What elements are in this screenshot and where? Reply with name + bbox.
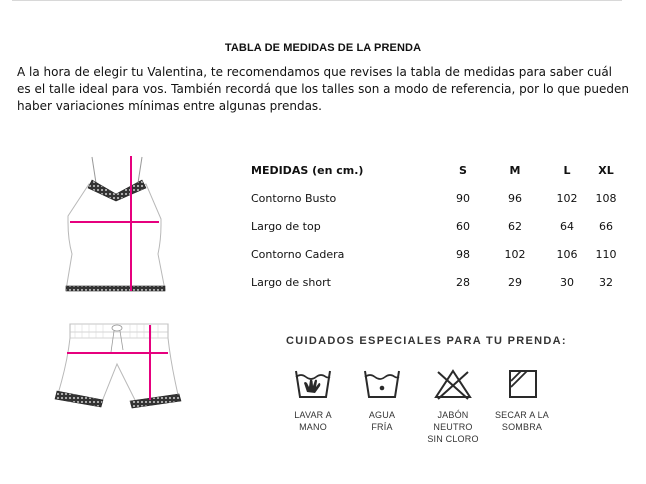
hand-wash-icon [293, 368, 333, 400]
care-title: CUIDADOS ESPECIALES PARA TU PRENDA: [286, 335, 567, 347]
table-row [245, 184, 625, 212]
cell-value: 64 [560, 219, 574, 233]
care-item-hand-wash [277, 368, 349, 433]
cell-value: 106 [556, 247, 578, 261]
intro-paragraph: A la hora de elegir tu Valentina, te recomendamos que revises la tabla de medidas para saber cuál es el talle ideal para vos. También recordá que los talles son a modo de referencia, por lo que pueden haber variaciones mínimas entre algunas prendas. [17, 65, 629, 113]
row-label: Contorno Busto [251, 191, 337, 205]
cell-value: 90 [456, 191, 470, 205]
care-item-dry-shade [486, 368, 558, 433]
column-header-xl: XL [598, 163, 614, 177]
row-label: Largo de short [251, 275, 331, 289]
shorts-drawing [55, 324, 181, 408]
page-title: TABLA DE MEDIDAS DE LA PRENDA [224, 42, 422, 54]
column-header-s: S [459, 163, 467, 177]
cell-value: 110 [595, 247, 617, 261]
table-row [245, 212, 625, 240]
care-item-cold-water [346, 368, 418, 433]
care-label-hand-wash: LAVAR A MANO [294, 410, 332, 432]
care-label-dry-shade: SECAR A LA SOMBRA [494, 410, 550, 432]
cell-value: 30 [560, 275, 574, 289]
camisole-top-drawing [66, 156, 165, 291]
row-label: Largo de top [251, 219, 321, 233]
care-item-no-bleach [417, 368, 489, 445]
cold-water-wash-icon [362, 368, 402, 400]
care-label-no-bleach: JABÓN NEUTRO SIN CLORO [427, 410, 479, 444]
cell-value: 32 [599, 275, 613, 289]
cell-value: 66 [599, 219, 613, 233]
cell-value: 28 [456, 275, 470, 289]
column-header-l: L [563, 163, 571, 177]
cell-value: 29 [508, 275, 522, 289]
dry-in-shade-icon [502, 368, 542, 400]
cell-value: 98 [456, 247, 470, 261]
cell-value: 96 [508, 191, 522, 205]
size-table-header-row [245, 156, 625, 184]
care-label-cold-water: AGUA FRÍA [368, 410, 396, 432]
cell-value: 60 [456, 219, 470, 233]
row-label: Contorno Cadera [251, 247, 345, 261]
no-bleach-icon [433, 368, 473, 400]
cell-value: 62 [508, 219, 522, 233]
cell-value: 108 [595, 191, 617, 205]
cell-value: 102 [504, 247, 526, 261]
table-row [245, 240, 625, 268]
size-table [245, 156, 625, 296]
table-row [245, 268, 625, 296]
column-header-measure: MEDIDAS (en cm.) [251, 163, 364, 177]
cell-value: 102 [556, 191, 578, 205]
column-header-m: M [509, 163, 521, 177]
